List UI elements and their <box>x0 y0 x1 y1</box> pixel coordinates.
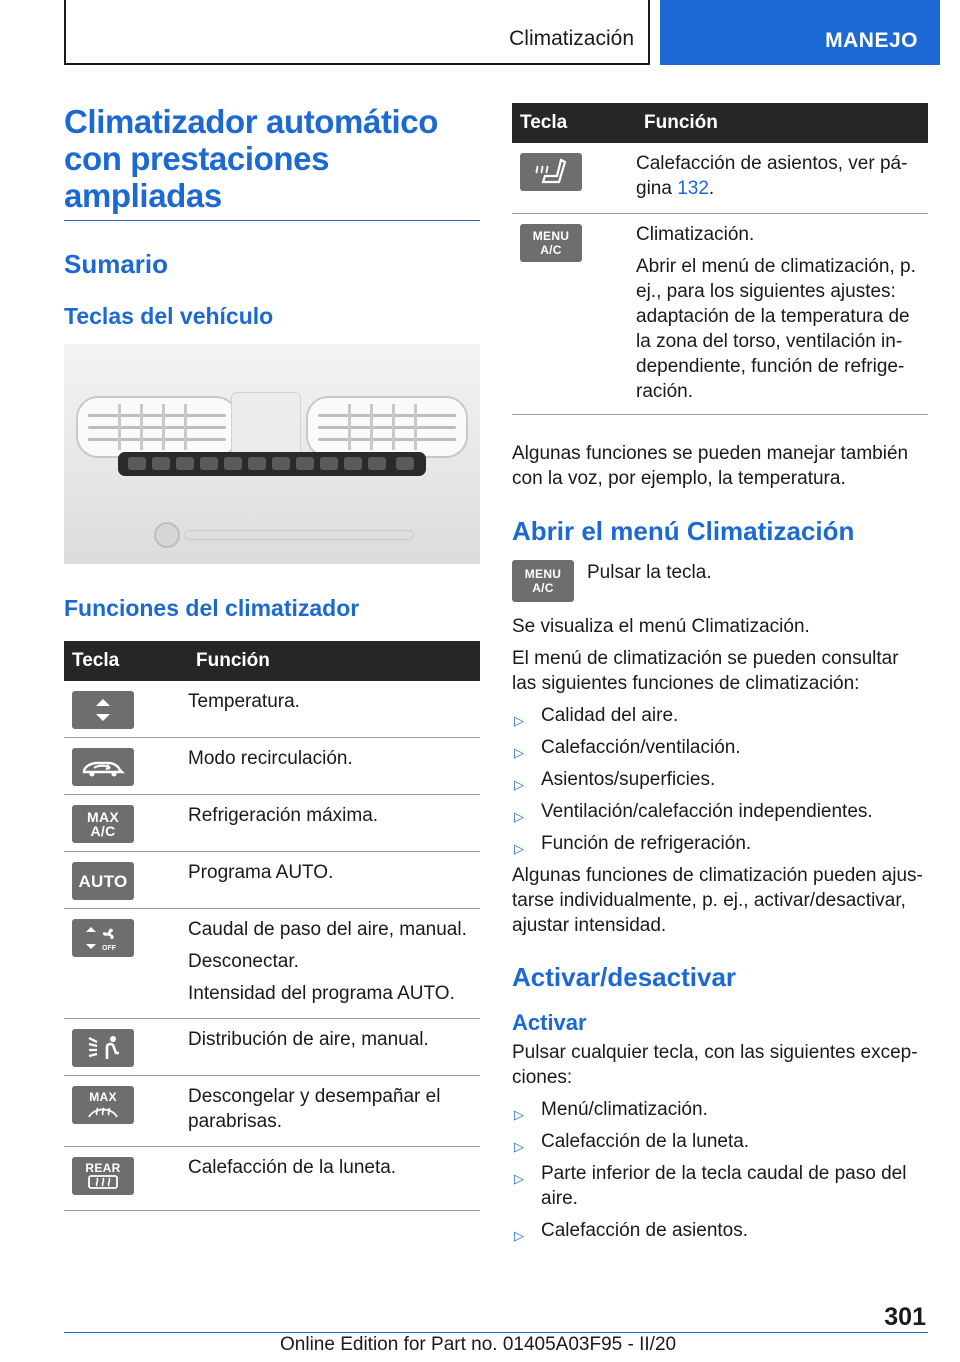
table-row <box>512 143 928 214</box>
max-ac-icon: MAX A/C <box>72 805 134 843</box>
row-text: Refrigeración máxima. <box>188 805 379 826</box>
rear-defrost-icon: REAR <box>72 1157 134 1195</box>
left-air-vent <box>76 396 238 458</box>
menu-outro-text: Algunas funciones de climatización pueden ajus-tarse individualmente, p. ej., activar/desactivar, ajustar intensidad. <box>512 865 923 936</box>
row-text: Distribución de aire, manual. <box>188 1029 429 1050</box>
right-column <box>512 103 928 1243</box>
air-distribution-icon <box>72 1029 134 1067</box>
col-function-header: Función <box>188 641 480 681</box>
list-item: ▷ Calidad del aire. <box>514 705 679 728</box>
recirculation-icon <box>72 748 134 786</box>
onoff-heading: Activar/desactivar <box>512 962 737 992</box>
fan-off-icon <box>72 919 134 957</box>
footer-rule <box>64 1332 928 1333</box>
row-text: Modo recirculación. <box>188 748 353 769</box>
seat-heating-icon <box>520 153 582 191</box>
svg-text:OFF: OFF <box>102 945 116 952</box>
temperature-arrows-icon <box>72 691 134 729</box>
row-text: Descongelar y desempañar el parabrisas. <box>188 1086 441 1132</box>
exceptions-list <box>512 1097 928 1243</box>
keys-heading: Teclas del vehículo <box>64 303 274 329</box>
left-column <box>64 103 480 1211</box>
volume-knob <box>154 522 180 548</box>
col-function-header: Función <box>636 103 928 143</box>
table-row <box>64 681 480 738</box>
table-row <box>64 795 480 852</box>
header-box <box>64 0 650 65</box>
col-key-header: Tecla <box>512 103 636 143</box>
list-item: ▷ Función de refrigeración. <box>514 833 752 856</box>
row-text: Caudal de paso del aire, manual. <box>188 919 467 940</box>
list-item: ▷ Calefacción de asientos. <box>514 1220 749 1243</box>
list-item: ▷ Calefacción de la luneta. <box>514 1131 750 1154</box>
table-row <box>64 909 480 1019</box>
row-text: Calefacción de asientos, ver pá-gina 132. <box>636 153 908 199</box>
page-number: 301 <box>884 1303 926 1331</box>
section-title: Climatización <box>509 27 634 50</box>
col-key-header: Tecla <box>64 641 188 681</box>
max-defrost-icon: MAX <box>72 1086 134 1124</box>
chapter-label: MANEJO <box>825 29 918 52</box>
functions-table-continued <box>512 103 928 415</box>
vehicle-keys-photo <box>64 344 480 564</box>
activate-heading: Activar <box>512 1010 587 1035</box>
list-item: ▷ Ventilación/calefacción independientes. <box>514 801 873 824</box>
table-row <box>64 738 480 795</box>
press-key-text: Pulsar la tecla. <box>587 562 712 583</box>
table-row <box>64 1147 480 1211</box>
list-item: ▷ Parte inferior de la tecla caudal de paso del aire. <box>514 1163 907 1209</box>
page-title: Climatizador automático con prestaciones ampliadas <box>64 103 480 221</box>
functions-table <box>64 641 480 1211</box>
row-text: Intensidad del programa AUTO. <box>188 983 455 1004</box>
lower-control-strip <box>184 530 414 540</box>
functions-heading: Funciones del climatizador <box>64 595 360 621</box>
table-row <box>64 1076 480 1147</box>
activate-intro: Pulsar cualquier tecla, con las siguientes excep-ciones: <box>512 1042 918 1088</box>
row-text: Abrir el menú de climatización, p. ej., para los siguientes ajustes: adaptación de la temperatura de la zona del torso, ventilación in-dependiente, función de refrige-ración. <box>636 256 916 402</box>
row-text: Desconectar. <box>188 951 299 972</box>
press-key-row <box>512 560 928 604</box>
summary-heading: Sumario <box>64 249 169 279</box>
table-row <box>512 214 928 415</box>
page-link[interactable]: 132 <box>677 178 709 199</box>
row-text: Climatización. <box>636 224 755 245</box>
auto-icon: AUTO <box>72 862 134 900</box>
chapter-tab[interactable] <box>660 0 940 65</box>
list-item: ▷ Menú/climatización. <box>514 1099 708 1122</box>
row-text: Calefacción de la luneta. <box>188 1157 397 1178</box>
climate-control-bar <box>118 452 426 476</box>
list-item: ▷ Asientos/superficies. <box>514 769 716 792</box>
table-row <box>64 1019 480 1076</box>
menu-intro-text: El menú de climatización se pueden consultar las siguientes funciones de climatización: <box>512 648 899 694</box>
right-air-vent <box>306 396 468 458</box>
menu-ac-icon: MENU A/C <box>512 560 574 602</box>
open-menu-heading: Abrir el menú Climatización <box>512 516 855 546</box>
menu-functions-list <box>512 703 928 856</box>
voice-note: Algunas funciones se pueden manejar también con la voz, por ejemplo, la temperatura. <box>512 443 909 489</box>
row-text: Programa AUTO. <box>188 862 334 883</box>
menu-shown-text: Se visualiza el menú Climatización. <box>512 616 810 637</box>
edition-footer: Online Edition for Part no. 01405A03F95 - II/20 <box>280 1334 677 1355</box>
table-row <box>64 852 480 909</box>
row-text: Temperatura. <box>188 691 300 712</box>
list-item: ▷ Calefacción/ventilación. <box>514 737 741 760</box>
menu-ac-icon: MENU A/C <box>520 224 582 262</box>
